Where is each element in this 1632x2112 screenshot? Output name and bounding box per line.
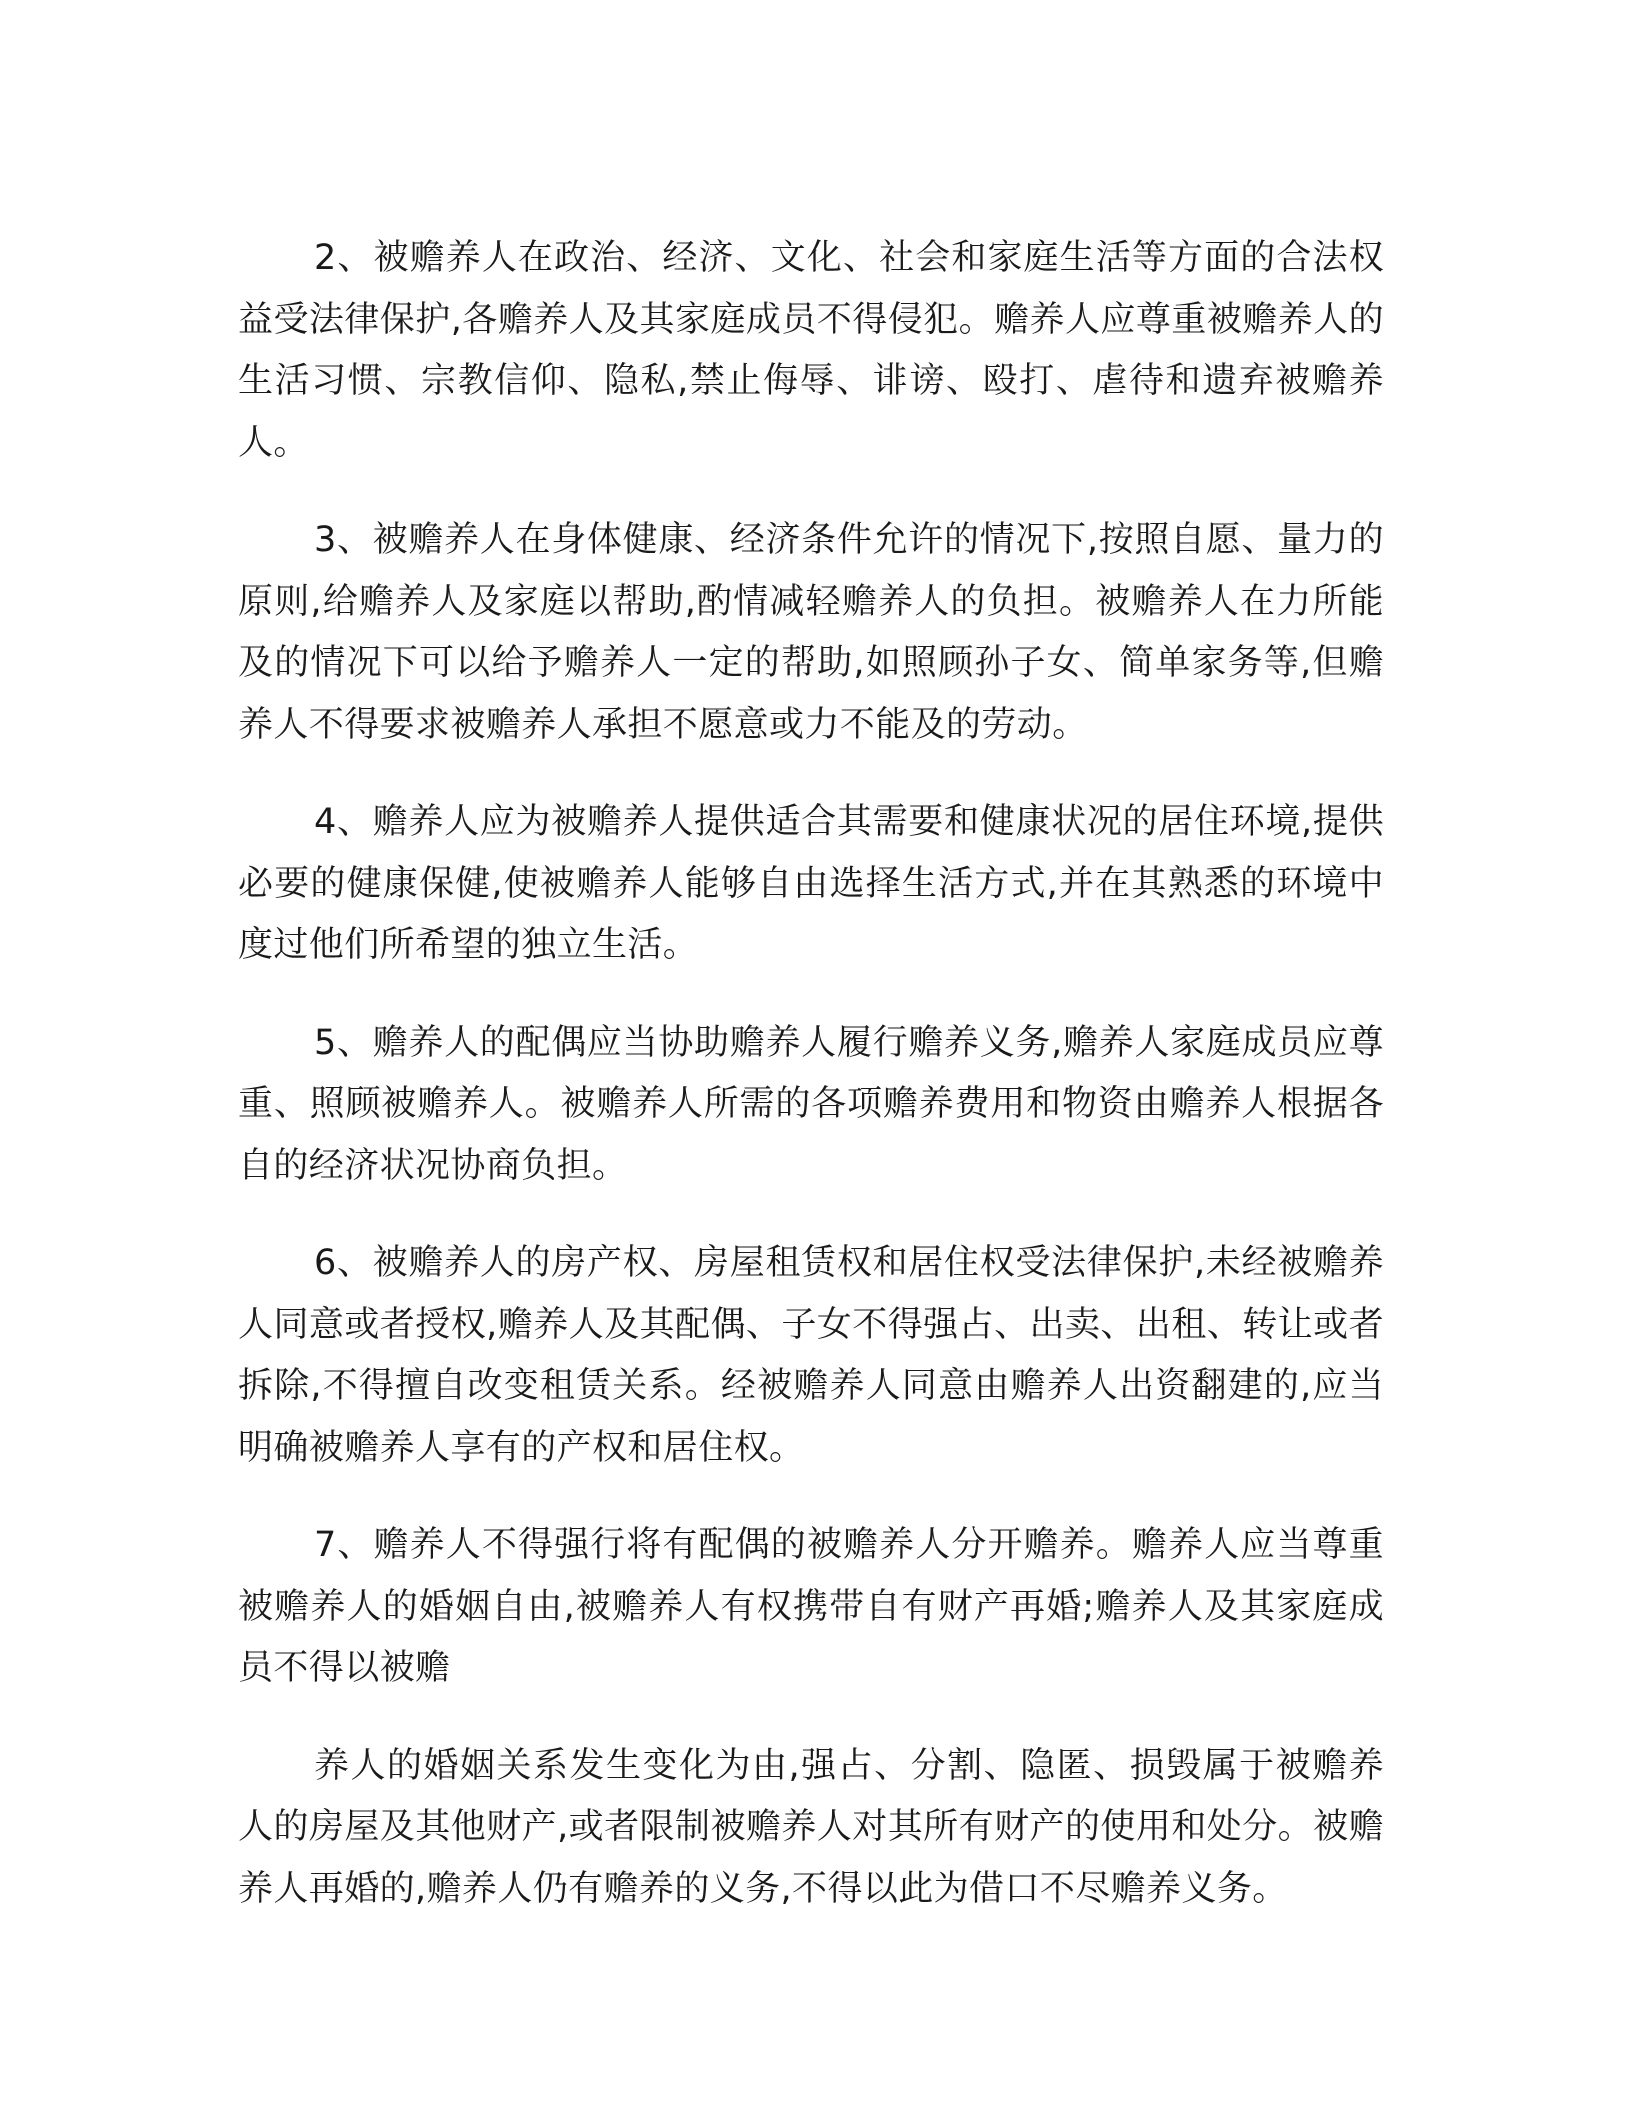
paragraph-2: 2、被赡养人在政治、经济、文化、社会和家庭生活等方面的合法权益受法律保护,各赡养人及其家庭成员不得侵犯。赡养人应尊重被赡养人的生活习惯、宗教信仰、隐私,禁止侮辱、诽谤、殴打、虐待和遗弃被赡养人。 bbox=[238, 238, 1384, 463]
paragraph-3: 3、被赡养人在身体健康、经济条件允许的情况下,按照自愿、量力的原则,给赡养人及家庭以帮助,酌情减轻赡养人的负担。被赡养人在力所能及的情况下可以给予赡养人一定的帮助,如照顾孙子女、简单家务等,但赡养人不得要求被赡养人承担不愿意或力不能及的劳动。 bbox=[238, 520, 1384, 745]
document-body bbox=[238, 228, 1384, 1956]
paragraph-7: 7、赡养人不得强行将有配偶的被赡养人分开赡养。赡养人应当尊重被赡养人的婚姻自由,被赡养人有权携带自有财产再婚;赡养人及其家庭成员不得以被赡 bbox=[238, 1525, 1384, 1688]
paragraph-5: 5、赡养人的配偶应当协助赡养人履行赡养义务,赡养人家庭成员应尊重、照顾被赡养人。被赡养人所需的各项赡养费用和物资由赡养人根据各自的经济状况协商负担。 bbox=[238, 1022, 1384, 1186]
paragraph-6: 6、被赡养人的房产权、房屋租赁权和居住权受法律保护,未经被赡养人同意或者授权,赡养人及其配偶、子女不得强占、出卖、出租、转让或者拆除,不得擅自改变租赁关系。经被赡养人同意由赡养人出资翻建的,应当明确被赡养人享有的产权和居住权。 bbox=[238, 1243, 1384, 1468]
paragraph-7-continued: 养人的婚姻关系发生变化为由,强占、分割、隐匿、损毁属于被赡养人的房屋及其他财产,或者限制被赡养人对其所有财产的使用和处分。被赡养人再婚的,赡养人仍有赡养的义务,不得以此为借口不尽赡养义务。 bbox=[238, 1745, 1384, 1909]
paragraph-4: 4、赡养人应为被赡养人提供适合其需要和健康状况的居住环境,提供必要的健康保健,使被赡养人能够自由选择生活方式,并在其熟悉的环境中度过他们所希望的独立生活。 bbox=[238, 802, 1384, 965]
